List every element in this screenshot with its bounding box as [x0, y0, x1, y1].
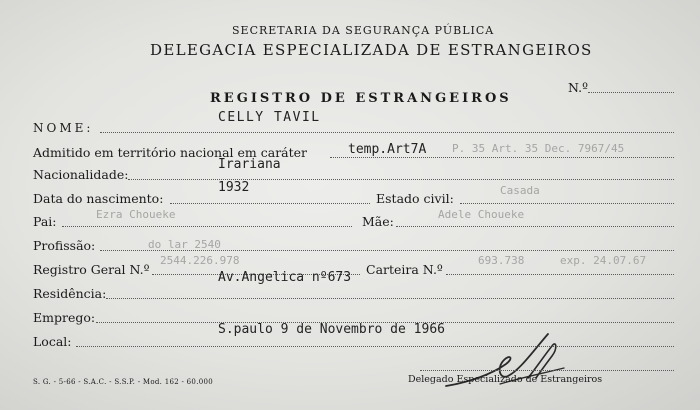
- nacionalidade-value: Irariana: [218, 157, 281, 172]
- nascimento-label: Data do nascimento:: [33, 191, 164, 206]
- nacionalidade-line: [128, 179, 674, 180]
- residencia-label: Residência:: [33, 286, 107, 301]
- estado-civil-value: Casada: [500, 184, 540, 197]
- profissao-label: Profissão:: [33, 238, 96, 253]
- secretaria-heading: SECRETARIA DA SEGURANÇA PÚBLICA: [232, 24, 495, 37]
- pai-label: Pai:: [33, 214, 57, 229]
- registro-title: REGISTRO DE ESTRANGEIROS: [210, 91, 512, 106]
- emprego-label: Emprego:: [33, 310, 96, 325]
- signature-title: Delegado Especializado de Estrangeiros: [408, 374, 603, 385]
- admitido-extra: P. 35 Art. 35 Dec. 7967/45: [452, 142, 625, 155]
- estado-civil-line: [460, 203, 674, 204]
- nacionalidade-label: Nacionalidade:: [33, 167, 129, 182]
- local-value: S.paulo 9 de Novembro de 1966: [218, 322, 445, 337]
- delegacia-heading: DELEGACIA ESPECIALIZADA DE ESTRANGEIROS: [150, 41, 593, 59]
- carteira-extra: exp. 24.07.67: [560, 254, 647, 267]
- local-line: [76, 346, 674, 347]
- nome-line: [100, 132, 674, 133]
- mae-value: Adele Choueke: [438, 208, 525, 221]
- nome-value: CELLY TAVIL: [218, 110, 321, 125]
- registro-geral-value: 2544.226.978: [160, 254, 240, 267]
- carteira-value: 693.738: [478, 254, 525, 267]
- form-code: S. G. - 5-66 - S.A.C. - S.S.P. - Mod. 162 - 60.000: [33, 378, 213, 386]
- carteira-line: [446, 274, 674, 275]
- residencia-value: Av.Angelica nº673: [218, 270, 352, 285]
- carteira-label: Carteira N.º: [366, 262, 443, 277]
- numero-line: [588, 92, 674, 93]
- numero-label: N.º: [568, 80, 588, 95]
- nome-label: NOME:: [33, 121, 94, 135]
- admitido-label: Admitido em território nacional em caráter: [33, 145, 308, 160]
- signature-line: [420, 370, 674, 371]
- estado-civil-label: Estado civil:: [376, 191, 454, 206]
- local-label: Local:: [33, 334, 72, 349]
- residencia-line: [106, 298, 674, 299]
- mae-label: Mãe:: [362, 214, 394, 229]
- registro-geral-label: Registro Geral N.º: [33, 262, 150, 277]
- pai-line: [62, 226, 352, 227]
- nascimento-line: [170, 203, 370, 204]
- pai-value: Ezra Choueke: [96, 208, 176, 221]
- mae-line: [396, 226, 674, 227]
- nascimento-value: 1932: [218, 180, 250, 195]
- admitido-line: [330, 157, 674, 158]
- admitido-value: temp.Art7A: [348, 142, 427, 157]
- profissao-value: do lar 2540: [148, 238, 221, 251]
